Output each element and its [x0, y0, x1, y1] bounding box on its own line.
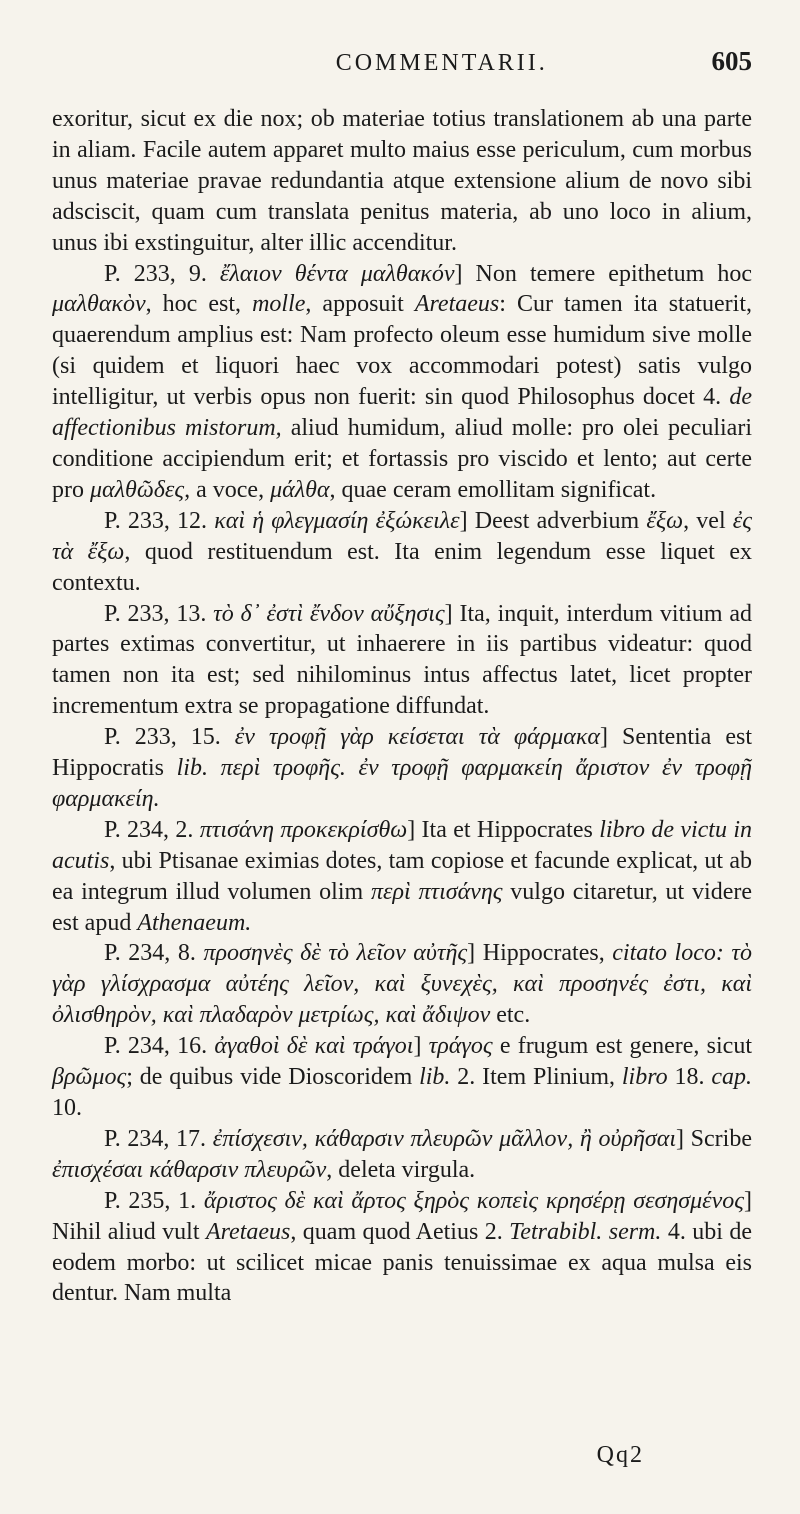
greek-quotation: μαλθῶδες, — [90, 476, 191, 503]
text-run: ] — [413, 1033, 429, 1060]
greek-quotation: προσηνὲς δὲ τὸ λεῖον αὐτῆς — [203, 940, 468, 967]
text-run: e frugum est genere, sicut — [492, 1033, 752, 1060]
commentary-paragraph — [52, 104, 752, 259]
text-run: P. 234, 8. — [104, 940, 204, 967]
text-run: , quod restituendum est. Ita enim legendum esse liquet ex contextu. — [52, 538, 752, 596]
text-run: ] Ita et Hippocrates — [407, 816, 600, 843]
greek-quotation: ἔξω — [646, 507, 684, 534]
text-run: aliud humidum, aliud molle: pro olei peculiari conditione accipiendum erit; et fortassis pro viscido et lento; aut certe pro — [52, 415, 752, 503]
greek-quotation: ἀγαθοὶ δὲ καὶ τράγοι — [214, 1033, 414, 1060]
text-run — [208, 755, 221, 781]
italic-text: cap. — [711, 1064, 753, 1091]
text-run: ] Nihil aliud vult — [52, 1187, 752, 1245]
text-run: P. 233, 12. — [104, 507, 215, 534]
text-run: , hoc est, — [145, 291, 253, 318]
commentary-paragraph — [52, 938, 752, 1031]
italic-text: Athenaeum. — [137, 909, 252, 936]
text-run: , quae ceram emollitam significat. — [329, 476, 657, 503]
greek-quotation: τράγος — [428, 1033, 493, 1060]
text-run: P. 234, 2. — [104, 816, 200, 843]
italic-text: de affectionibus mistorum, — [52, 384, 752, 442]
italic-text: libro de victu in acutis — [52, 816, 752, 874]
italic-text: Aretaeus — [205, 1218, 291, 1245]
greek-quotation: μάλθα — [270, 476, 330, 503]
commentary-paragraph — [52, 1186, 752, 1310]
text-run: exoritur, sicut ex die nox; ob materiae totius translationem ab una parte in aliam. Facile autem apparet multo maius esse periculum, cum morbus unus materiae pravae redundantia atque extensione alium de novo sibi adsciscit, quam cum translata penitus materia, ab uno loco in alium, unus ibi exstinguitur, alter illic accenditur. — [52, 106, 752, 256]
text-run: ; de quibus vide Dioscoridem — [126, 1064, 420, 1091]
commentary-paragraph — [52, 506, 752, 599]
commentary-paragraph — [52, 259, 752, 506]
greek-quotation: ἐς τὰ ἔξω — [52, 507, 752, 565]
text-run: P. 233, 15. — [104, 724, 235, 751]
text-run: , vel — [683, 507, 733, 534]
page-header — [52, 46, 752, 104]
text-run: a voce, — [190, 476, 271, 503]
commentary-paragraph — [52, 1031, 752, 1124]
text-run: , apposuit — [305, 291, 415, 318]
italic-text: libro — [621, 1064, 668, 1091]
text-run: , deleta virgula. — [326, 1156, 476, 1183]
text-run: ] Scribe — [676, 1125, 752, 1152]
greek-quotation: ἄριστος δὲ καὶ ἄρτος ξηρὸς κοπεὶς κρησέρῃ σεσησμένος — [203, 1187, 744, 1214]
running-title: COMMENTARII. — [335, 50, 548, 76]
text-run: P. 234, 17. — [104, 1125, 213, 1152]
text-run: 2. Item Plinium, — [450, 1064, 622, 1091]
greek-quotation: περὶ τροφῆς. ἐν τροφῇ φαρμακείη ἄριστον ἐν τροφῇ φαρμακείη. — [52, 755, 752, 812]
text-run: : Cur tamen ita statuerit, quaerendum amplius est: Nam profecto oleum esse humidum sive molle (si quidem et liquori haec vox accommodari potest) satis vulgo intelligitur, ut verbis opus non fuerit: sin quod Philosophus docet 4. — [52, 291, 753, 411]
text-run: ] Hippocrates, — [467, 940, 613, 967]
italic-text: molle — [252, 291, 306, 318]
text-run: , quam quod Aetius 2. — [290, 1218, 510, 1245]
greek-quotation: καὶ ἡ φλεγμασίη ἐξώκειλε — [214, 507, 460, 534]
italic-text: citato loco: — [612, 940, 732, 967]
greek-quotation: βρῶμος — [52, 1064, 127, 1091]
text-run: ] Deest adverbium — [459, 507, 647, 534]
page-number: 605 — [711, 46, 752, 76]
greek-quotation: ἔλαιον θέντα μαλθακόν — [219, 260, 455, 287]
text-run: 10. — [52, 1095, 82, 1121]
greek-quotation: πτισάνη προκεκρίσθω — [199, 816, 408, 843]
commentary-paragraph — [52, 722, 752, 815]
commentary-paragraph — [52, 1124, 752, 1186]
italic-text: lib. — [419, 1064, 451, 1091]
signature-mark: Qq2 — [596, 1442, 644, 1468]
italic-text: lib. — [176, 755, 208, 782]
commentary-paragraph — [52, 815, 752, 939]
text-run: 18. — [667, 1064, 712, 1091]
text-run: ] Non temere epithetum hoc — [454, 260, 752, 287]
greek-quotation: ἐπίσχεσιν, κάθαρσιν πλευρῶν μᾶλλον, ἢ οὐρῆσαι — [212, 1125, 677, 1152]
text-run: P. 234, 16. — [104, 1033, 215, 1060]
greek-quotation: περὶ πτισάνης — [370, 878, 503, 905]
text-run: P. 233, 13. — [104, 600, 214, 627]
text-run: ] Sententia est Hippocratis — [52, 724, 753, 782]
commentary-paragraph — [52, 599, 752, 723]
text-run: vulgo citaretur, ut videre est apud — [52, 878, 752, 936]
italic-text: Aretaeus — [414, 291, 500, 318]
commentary-text — [52, 104, 752, 1309]
text-run: P. 233, 9. — [104, 260, 220, 287]
greek-quotation: ἐπισχέσαι κάθαρσιν πλευρῶν — [52, 1156, 327, 1183]
text-run: etc. — [490, 1002, 531, 1029]
greek-quotation: τὸ γὰρ γλίσχρασμα αὐτέης λεῖον, καὶ ξυνεχὲς, καὶ προσηνές ἐστι, καὶ ὀλισθηρὸν, καὶ πλαδαρὸν μετρίως, καὶ ἄδιψον — [52, 940, 753, 1029]
greek-quotation: ἐν τροφῇ γὰρ κείσεται τὰ φάρμακα — [234, 724, 600, 751]
text-run: , ubi Ptisanae eximias dotes, tam copiose et facunde explicat, ut ab ea integrum illud volumen olim — [52, 847, 752, 905]
greek-quotation: μαλθακὸν — [52, 291, 146, 318]
greek-quotation: τὸ δ᾽ ἐστὶ ἔνδον αὔξησις — [213, 600, 445, 627]
text-run: P. 235, 1. — [104, 1187, 204, 1214]
italic-text: Tetrabibl. serm. — [509, 1218, 662, 1245]
text-run: ] Ita, inquit, interdum vitium ad partes extimas convertitur, ut inhaerere in iis partibus videatur: quod tamen non ita est; sed nihilominus intus affectus latet, licet propter incrementum extra se propagatione diffundat. — [52, 600, 753, 720]
text-run: 4. ubi de eodem morbo: ut scilicet micae panis tenuissimae ex aqua mulsa eis dentur. Nam multa — [52, 1218, 752, 1307]
